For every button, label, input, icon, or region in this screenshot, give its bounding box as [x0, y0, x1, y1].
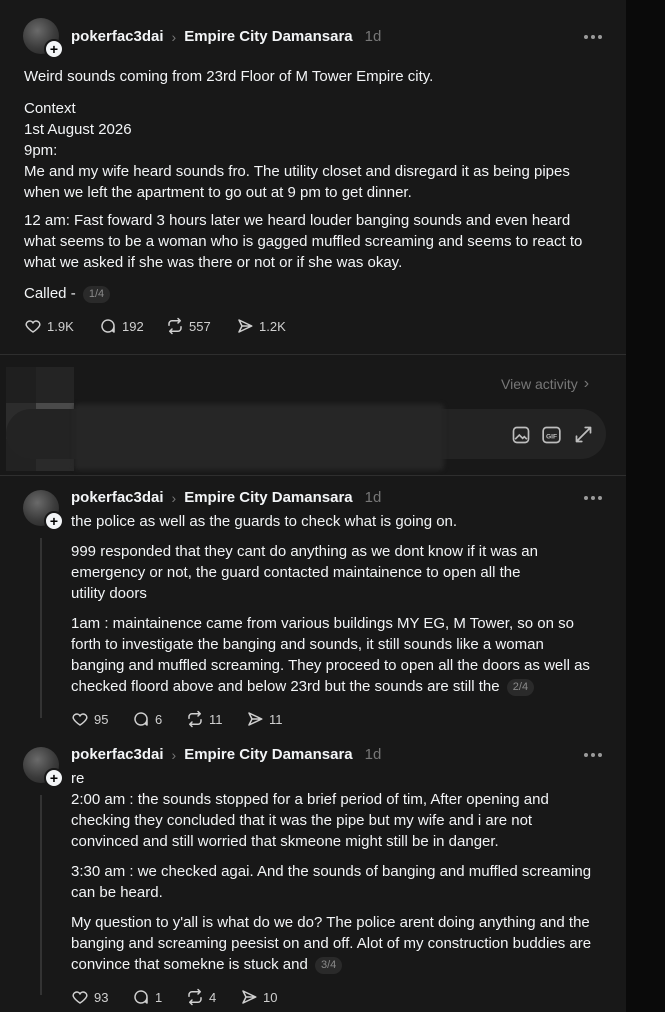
username[interactable]: pokerfac3dai	[71, 28, 164, 45]
like-button[interactable]	[71, 988, 132, 1006]
reply-paragraph	[71, 912, 616, 975]
heart-icon	[71, 710, 89, 728]
reply-paragraph: 999 responded that they cant do anything as we dont know if it was an emergency or not, the guard contacted maintainence to open all the utility doors	[71, 543, 538, 602]
page-badge[interactable]: 3/4	[315, 957, 342, 974]
chevron-right-icon: ›	[171, 489, 177, 506]
comment-count: 6	[155, 711, 163, 727]
avatar[interactable]	[23, 490, 59, 529]
reply-paragraph: 3:30 am : we checked agai. And the sounds of banging and muffled screaming can be heard.	[71, 863, 592, 901]
reply-paragraph: re 2:00 am : the sounds stopped for a brief period of tim, After opening and checking they concluded that it was the pipe but my wife and i are not convinced and still worried that skmeone might still be in danger.	[71, 770, 549, 850]
image-icon[interactable]	[511, 425, 531, 445]
divider	[0, 475, 626, 476]
follow-plus-icon[interactable]: +	[44, 768, 64, 788]
share-button[interactable]	[246, 710, 283, 728]
comment-button[interactable]	[132, 988, 186, 1006]
location-link[interactable]: Empire City Damansara	[184, 746, 353, 763]
share-count: 10	[263, 989, 278, 1005]
chevron-right-icon: ›	[171, 28, 177, 45]
expand-icon[interactable]	[573, 424, 594, 445]
timestamp: 1d	[364, 746, 382, 763]
repost-count: 4	[209, 989, 217, 1005]
background-edge	[626, 0, 665, 1012]
send-icon	[240, 988, 258, 1006]
like-button[interactable]	[71, 710, 132, 728]
share-count: 11	[269, 711, 283, 727]
post-paragraph-text: Called -	[24, 285, 76, 302]
follow-plus-icon[interactable]: +	[44, 39, 64, 59]
heart-icon	[24, 317, 42, 335]
comment-bubble-icon	[99, 317, 117, 335]
thread-line	[40, 795, 42, 995]
reply-actions	[71, 710, 283, 728]
repost-count: 557	[189, 318, 211, 334]
thread-line	[40, 538, 42, 718]
svg-text:GIF: GIF	[545, 433, 558, 441]
post-actions	[24, 317, 286, 335]
post-paragraph: Context 1st August 2026 9pm: Me and my wife heard sounds fro. The utility closet and disregard it as being pipes when we left the apartment to go out at 9 pm to get dinner.	[24, 100, 570, 201]
gif-icon[interactable]	[541, 425, 562, 445]
like-count: 93	[94, 989, 109, 1005]
comment-count: 1	[155, 989, 163, 1005]
more-options-icon[interactable]	[584, 32, 604, 42]
avatar[interactable]	[23, 18, 59, 57]
reply-paragraph-text: 1am : maintainence came from various buildings MY EG, M Tower, so on so forth to investigate the banging and sounds, it still sounds like a woman banging and muffled screaming. They proceed to open all the doors as well as checked floord above and below 23rd but the sounds are still the	[71, 615, 590, 695]
reply-paragraph	[71, 613, 616, 697]
repost-button[interactable]	[186, 988, 240, 1006]
comment-bubble-icon	[132, 988, 150, 1006]
reply-actions	[71, 988, 277, 1006]
repost-count: 11	[209, 711, 223, 727]
reply-header	[71, 489, 381, 506]
location-link[interactable]: Empire City Damansara	[184, 28, 353, 45]
like-count: 95	[94, 711, 109, 727]
post-title-text: Weird sounds coming from 23rd Floor of M Tower Empire city.	[24, 68, 434, 85]
more-options-icon[interactable]	[584, 493, 604, 503]
send-icon	[246, 710, 264, 728]
share-button[interactable]	[236, 317, 286, 335]
chevron-right-icon: ›	[171, 746, 177, 763]
reply-header	[71, 746, 381, 763]
heart-icon	[71, 988, 89, 1006]
follow-plus-icon[interactable]: +	[44, 511, 64, 531]
post-header	[71, 28, 381, 45]
avatar[interactable]	[23, 747, 59, 786]
comment-button[interactable]	[99, 317, 166, 335]
timestamp: 1d	[364, 28, 382, 45]
reply-paragraph-text: My question to y'all is what do we do? The police arent doing anything and the banging and screaming peesist on and off. Alot of my construction buddies are convince that somekne is stuck and	[71, 914, 592, 973]
chevron-right-icon: ›	[583, 375, 590, 392]
timestamp: 1d	[364, 489, 382, 506]
repost-icon	[166, 317, 184, 335]
like-button[interactable]	[24, 317, 99, 335]
reply-paragraph: the police as well as the guards to check what is going on.	[71, 513, 458, 530]
divider	[0, 354, 626, 355]
repost-button[interactable]	[186, 710, 246, 728]
share-count: 1.2K	[259, 318, 286, 334]
like-count: 1.9K	[47, 318, 74, 334]
view-activity-label: View activity	[501, 376, 578, 392]
more-options-icon[interactable]	[584, 750, 604, 760]
share-button[interactable]	[240, 988, 277, 1006]
username[interactable]: pokerfac3dai	[71, 746, 164, 763]
page-badge[interactable]: 1/4	[83, 286, 110, 303]
repost-icon	[186, 710, 204, 728]
send-icon	[236, 317, 254, 335]
location-link[interactable]: Empire City Damansara	[184, 489, 353, 506]
blurred-reply-preview	[74, 404, 444, 470]
repost-icon	[186, 988, 204, 1006]
post-paragraph: 12 am: Fast foward 3 hours later we heard louder banging sounds and even heard what seems to be a woman who is gagged muffled screaming and seems to react to what we asked if she was there or not or if she was okay.	[24, 212, 583, 271]
comment-bubble-icon	[132, 710, 150, 728]
post-paragraph	[24, 283, 614, 304]
repost-button[interactable]	[166, 317, 236, 335]
comment-button[interactable]	[132, 710, 186, 728]
comment-count: 192	[122, 318, 144, 334]
view-activity-link[interactable]	[501, 375, 589, 393]
username[interactable]: pokerfac3dai	[71, 489, 164, 506]
page-badge[interactable]: 2/4	[507, 679, 534, 696]
